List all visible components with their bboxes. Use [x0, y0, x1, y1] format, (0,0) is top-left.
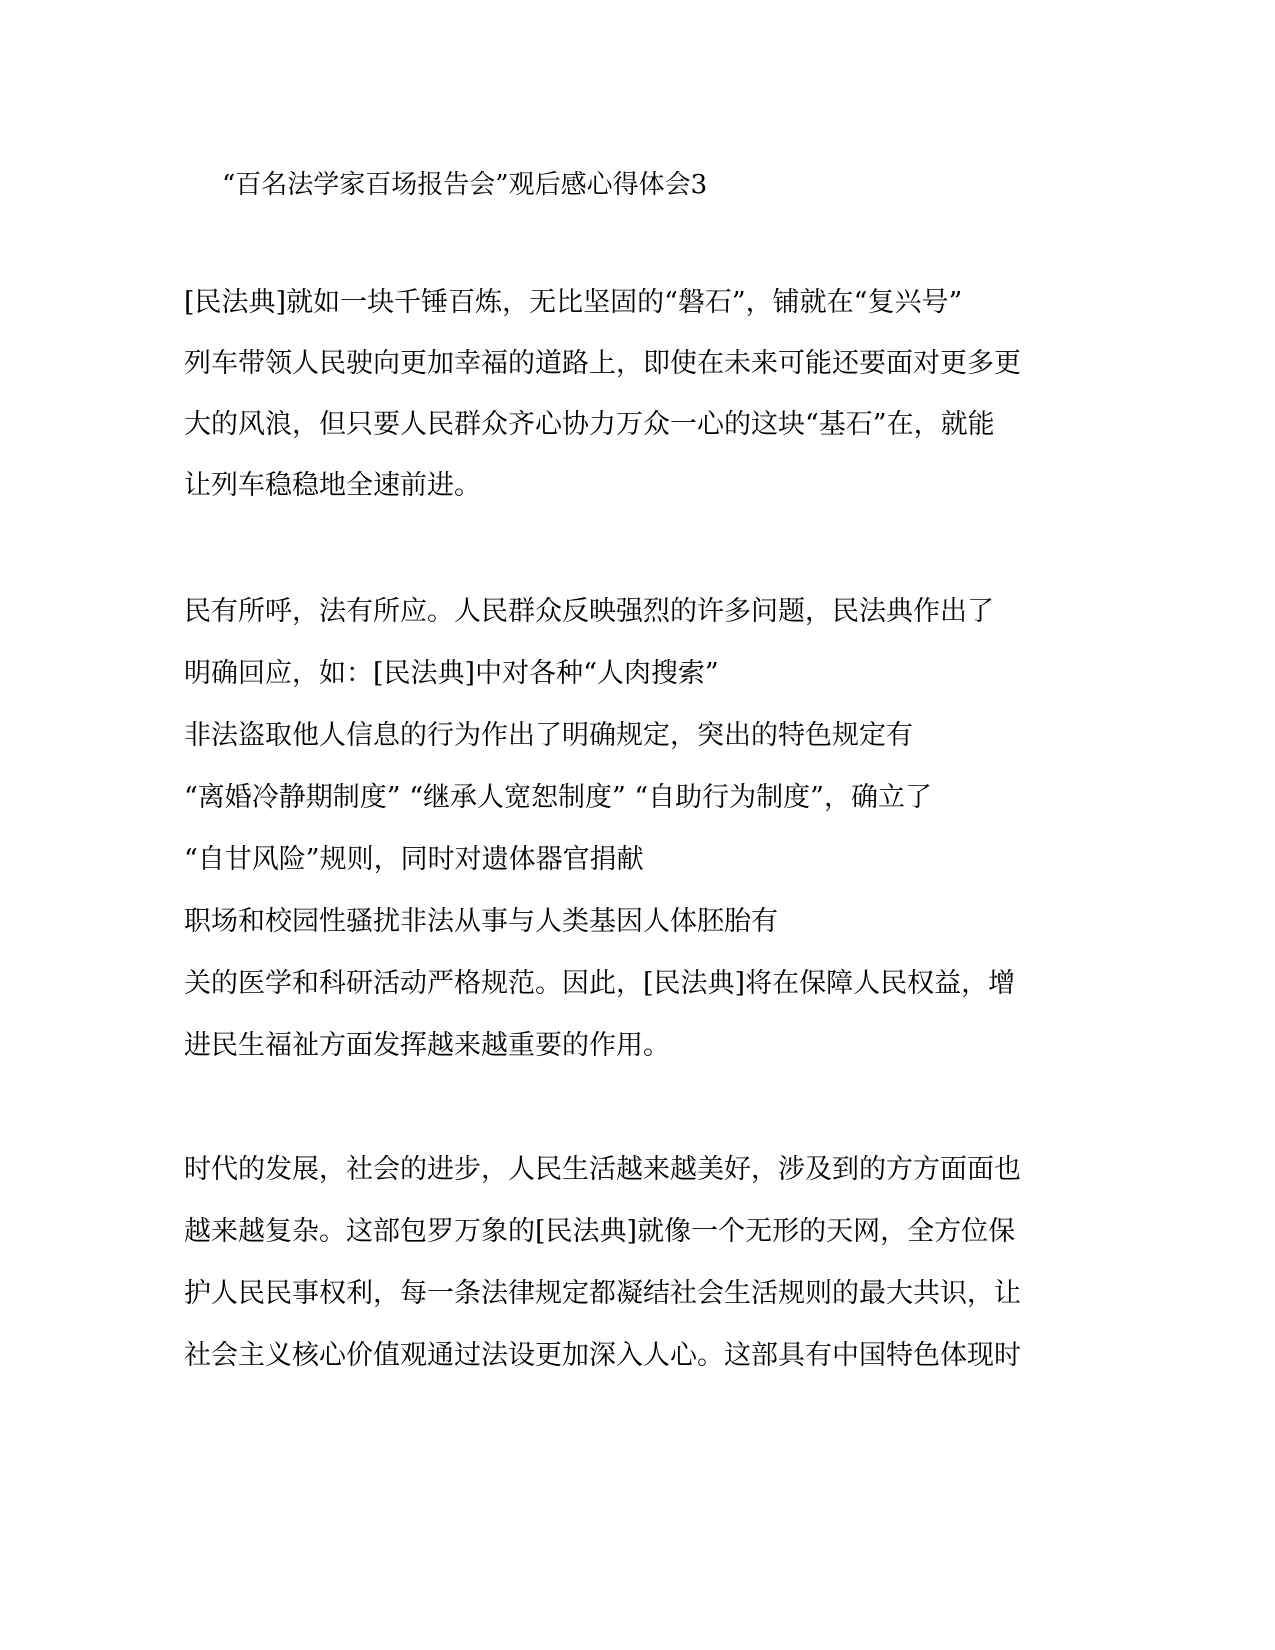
paragraph-line: 职场和校园性骚扰非法从事与人类基因人体胚胎有 [184, 906, 778, 937]
paragraph-line: 大的风浪，但只要人民群众齐心协力万众一心的这块“基石”在，就能 [184, 409, 995, 440]
document-title: “百名法学家百场报告会”观后感心得体会3 [222, 170, 708, 200]
paragraph-line: 明确回应，如：[民法典]中对各种“人肉搜索” [184, 658, 719, 689]
paragraph-line: 非法盗取他人信息的行为作出了明确规定，突出的特色规定有 [184, 720, 913, 751]
paragraph-line: 社会主义核心价值观通过法设更加深入人心。这部具有中国特色体现时 [184, 1340, 1021, 1371]
paragraph-line: 进民生福祉方面发挥越来越重要的作用。 [184, 1030, 670, 1061]
paragraph-line: 护人民民事权利，每一条法律规定都凝结社会生活规则的最大共识，让 [184, 1278, 1021, 1309]
paragraph-line: “离婚冷静期制度” “继承人宽恕制度” “自助行为制度”，确立了 [184, 782, 932, 813]
paragraph-line: 越来越复杂。这部包罗万象的[民法典]就像一个无形的天网，全方位保 [184, 1216, 1016, 1247]
paragraph-line: “自甘风险”规则，同时对遗体器官捐献 [184, 844, 644, 875]
paragraph-line: 列车带领人民驶向更加幸福的道路上，即使在未来可能还要面对更多更 [184, 348, 1021, 379]
paragraph-line: 关的医学和科研活动严格规范。因此，[民法典]将在保障人民权益，增 [184, 968, 1016, 999]
paragraph-line: 时代的发展，社会的进步，人民生活越来越美好，涉及到的方方面面也 [184, 1154, 1021, 1185]
paragraph-line: 让列车稳稳地全速前进。 [184, 470, 481, 501]
paragraph-line: 民有所呼，法有所应。人民群众反映强烈的许多问题，民法典作出了 [184, 596, 994, 627]
paragraph-line: [民法典]就如一块千锤百炼，无比坚固的“磐石”，铺就在“复兴号” [184, 287, 963, 318]
